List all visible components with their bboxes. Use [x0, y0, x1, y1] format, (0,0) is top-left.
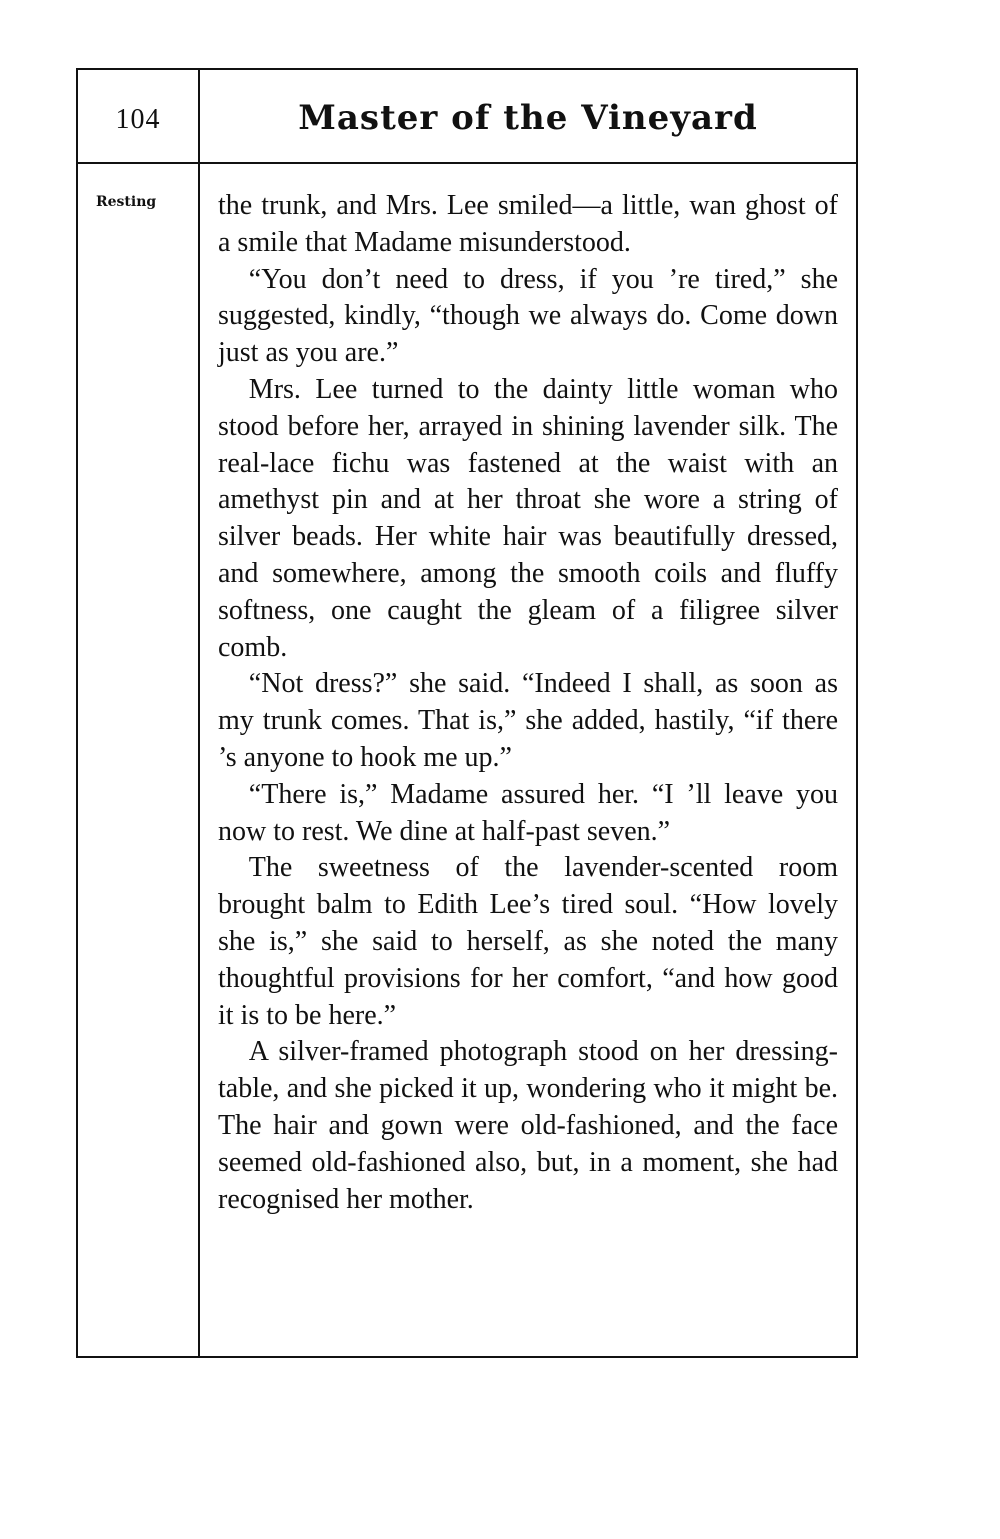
paragraph-4: “Not dress?” she said. “Indeed I shall, as soon as my trunk comes. That is,” she added, hastily, “if there ’s anyone to hook me up.”	[218, 668, 838, 773]
header-rule	[78, 162, 856, 164]
margin-note: Resting	[96, 194, 157, 210]
paragraph-6: The sweetness of the lavender-scented room brought balm to Edith Lee’s tired soul. “How lovely she is,” she said to herself, as she noted the many thoughtful provisions for her comfort, “and how good it is to be here.”	[218, 852, 838, 1031]
body-text	[218, 188, 838, 1218]
margin-column-rule	[198, 70, 200, 1356]
running-title: Master of the Vineyard	[298, 98, 758, 138]
paragraph-2: “You don’t need to dress, if you ’re tired,” she suggested, kindly, “though we always do. Come down just as you are.”	[218, 263, 838, 369]
paragraph-3: Mrs. Lee turned to the dainty little woman who stood before her, arrayed in shining lavender silk. The real-lace fichu was fastened at the waist with an amethyst pin and at her throat she wore a string of silver beads. Her white hair was beautifully dressed, and somewhere, among the smooth coils and fluffy softness, one caught the gleam of a filigree silver comb.	[218, 373, 838, 663]
paragraph-1: the trunk, and Mrs. Lee smiled—a little, wan ghost of a smile that Madame misunderstood.	[218, 190, 838, 258]
page-number: 104	[115, 104, 161, 135]
paragraph-5: “There is,” Madame assured her. “I ’ll leave you now to rest. We dine at half-past seven.”	[218, 778, 838, 847]
paragraph-7: A silver-framed photograph stood on her dressing-table, and she picked it up, wondering who it might be. The hair and gown were old-fashioned, and the face seemed old-fashioned also, but, in a moment, she had recognised her mother.	[218, 1036, 838, 1215]
page-frame	[76, 68, 858, 1358]
